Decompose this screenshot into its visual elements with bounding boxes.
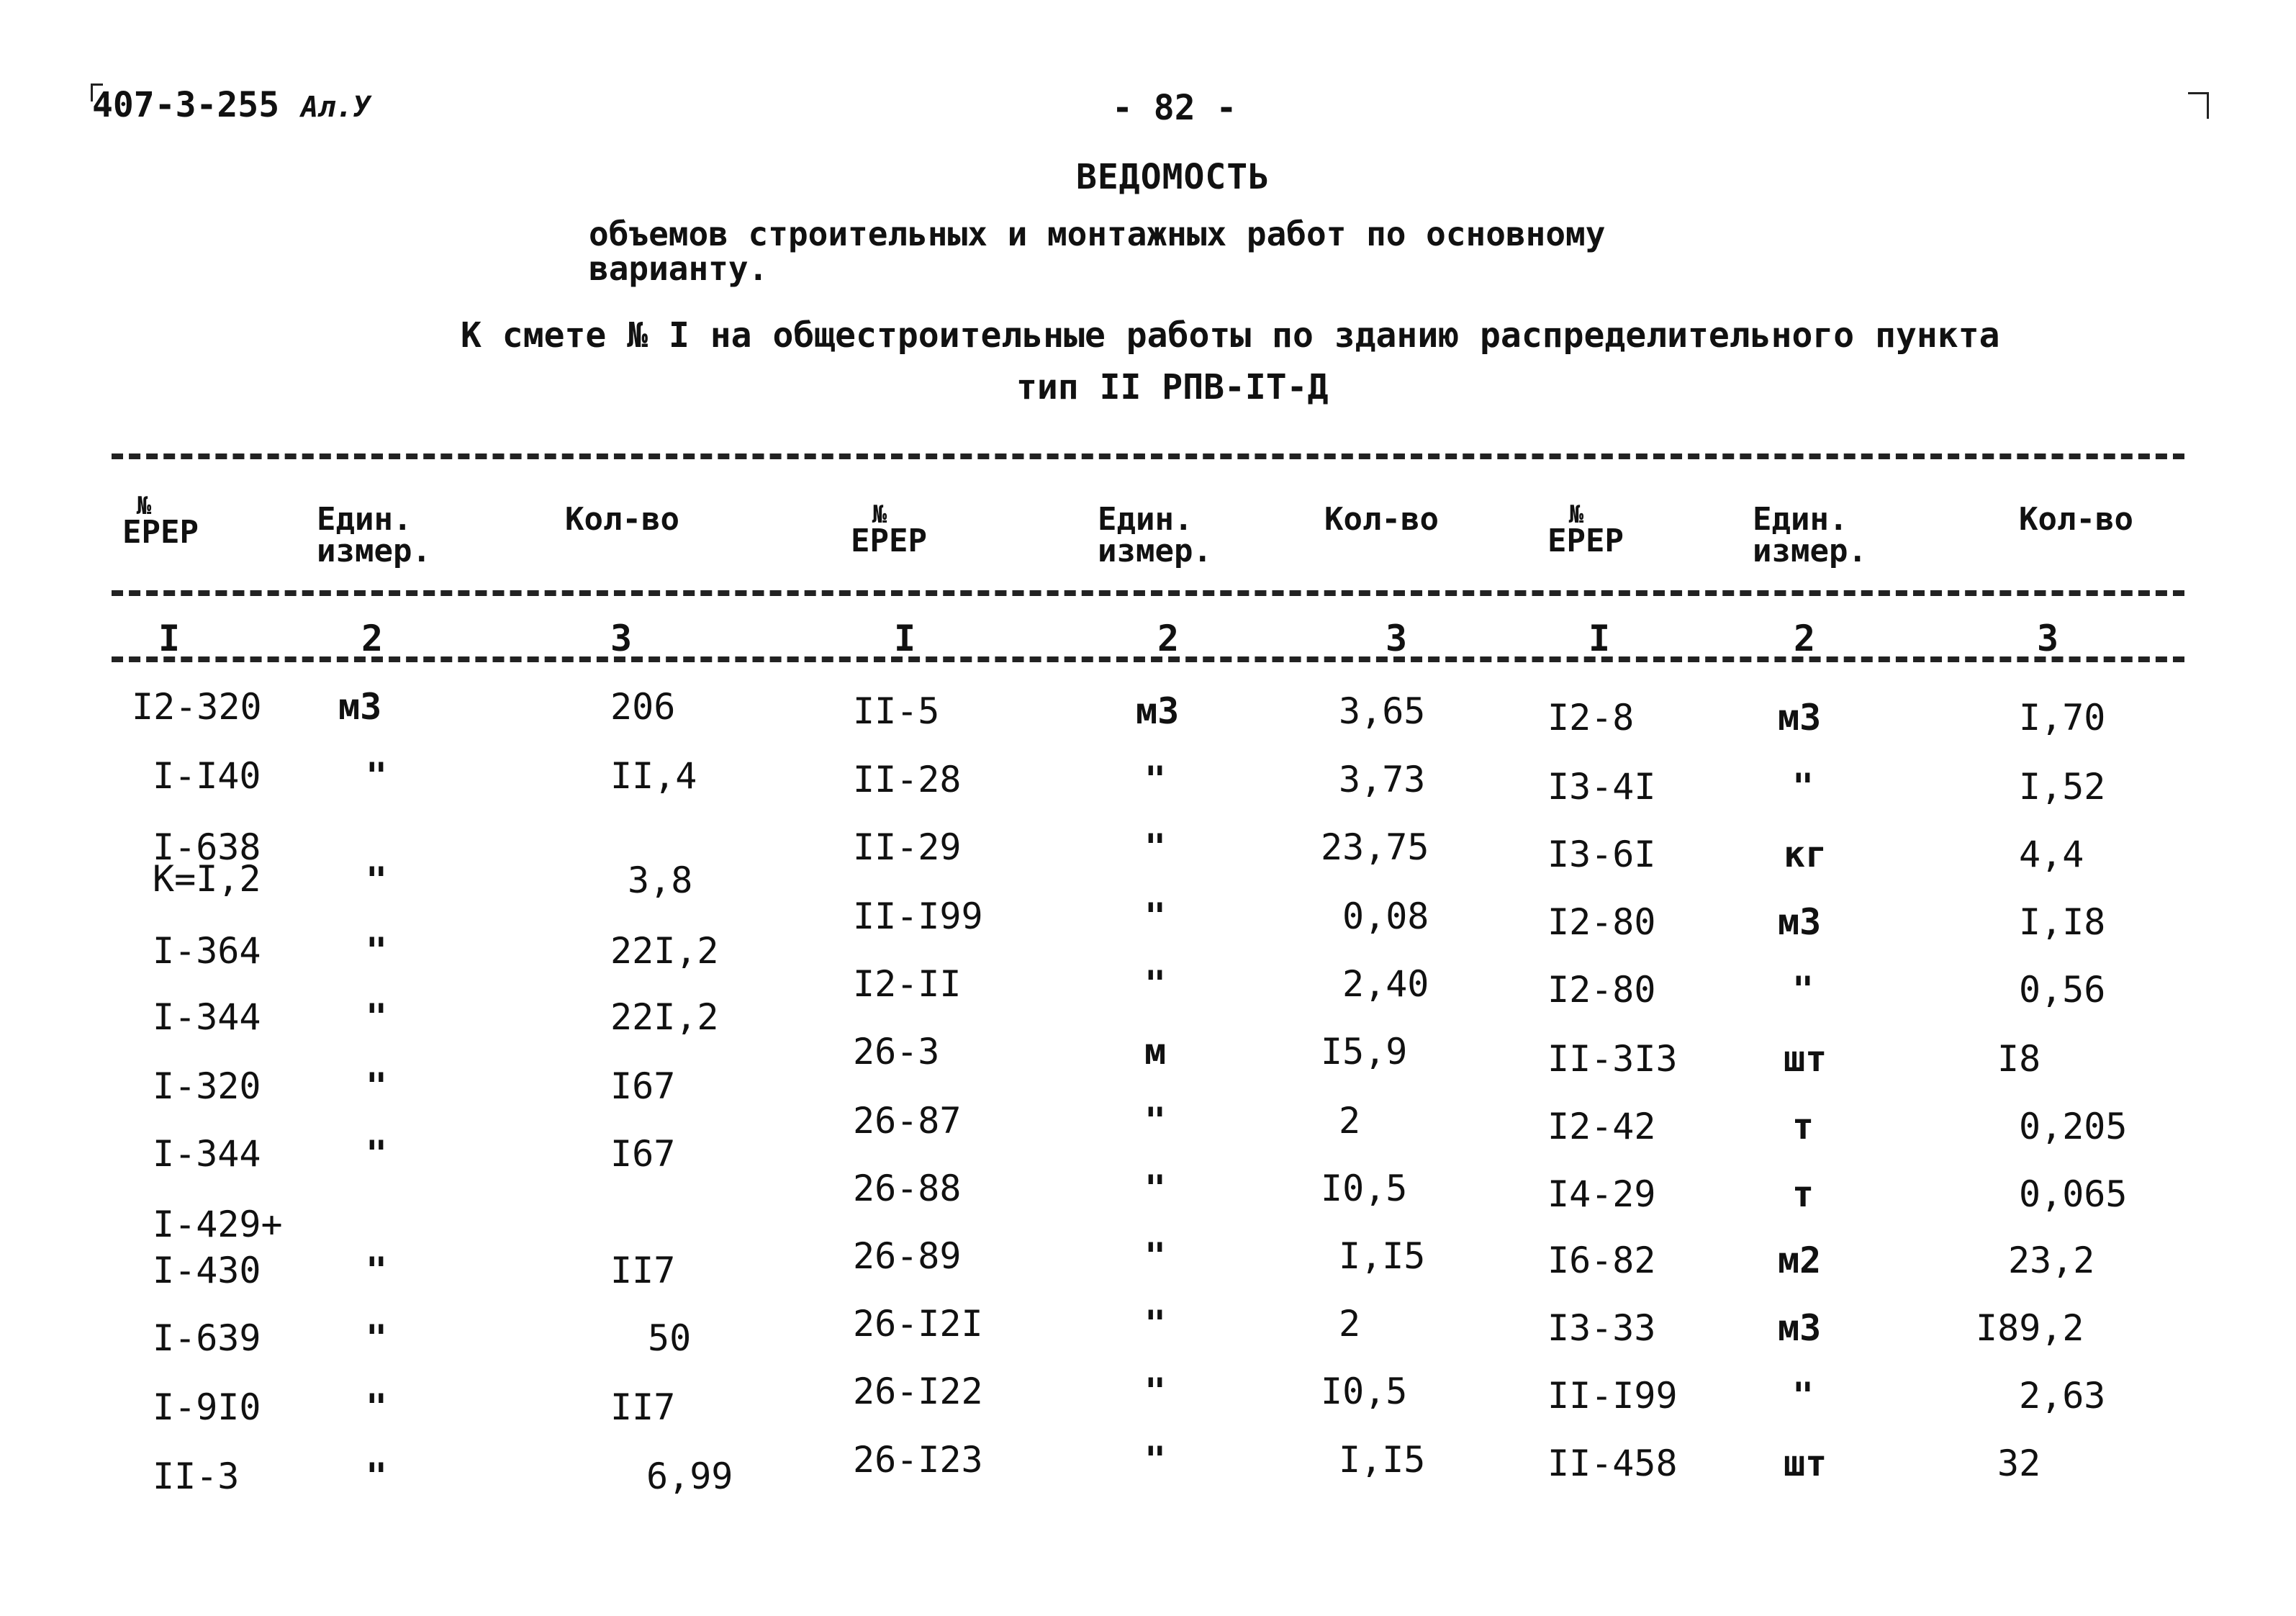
table-cell-unit: " xyxy=(1144,826,1167,868)
table-cell-code: I2-II xyxy=(853,963,962,1005)
table-cell-unit: " xyxy=(1144,895,1167,937)
table-cell-unit: " xyxy=(1144,1439,1167,1481)
table-cell-code: I6-82 xyxy=(1547,1240,1656,1281)
table-cell-qty: I67 xyxy=(610,1133,676,1175)
table-cell-code-continuation: К=I,2 xyxy=(153,858,261,900)
table-cell-code: I3-4I xyxy=(1547,766,1656,808)
table-cell-code: I-638 xyxy=(153,826,261,868)
table-cell-code: 26-I2I xyxy=(853,1303,983,1345)
table-cell-unit: м3 xyxy=(338,686,382,728)
table-cell-unit: " xyxy=(366,1065,388,1107)
document-code xyxy=(92,85,370,125)
column-number: 3 xyxy=(1386,618,1408,659)
table-header-rule xyxy=(112,590,2184,596)
header-erer-label: ЕРЕР xyxy=(1547,523,1624,559)
table-cell-qty: 23,75 xyxy=(1321,826,1429,868)
table-cell-code: I-429+ xyxy=(153,1204,283,1245)
header-erer-label: ЕРЕР xyxy=(851,523,927,559)
table-cell-unit: " xyxy=(1144,1100,1167,1142)
table-cell-unit: " xyxy=(1144,1168,1167,1209)
column-number: I xyxy=(894,618,916,659)
document-code-number: 407-3-255 xyxy=(92,85,280,125)
table-cell-code: I2-8 xyxy=(1547,697,1635,739)
no-sign: № xyxy=(872,500,887,529)
table-cell-code: II-3 xyxy=(153,1455,240,1497)
table-cell-unit: " xyxy=(1144,1235,1167,1277)
no-sign: № xyxy=(136,492,152,520)
table-cell-unit: " xyxy=(1792,969,1814,1011)
table-cell-qty: I,52 xyxy=(2019,766,2106,808)
table-cell-code: I2-42 xyxy=(1547,1106,1656,1147)
table-cell-qty: I,I8 xyxy=(2019,901,2106,943)
subtitle-line-1: объемов строительных и монтажных работ по основному xyxy=(589,215,1606,253)
table-cell-unit: м3 xyxy=(1136,690,1180,732)
table-cell-code: I2-80 xyxy=(1547,969,1656,1011)
table-cell-code: 26-I23 xyxy=(853,1439,983,1481)
table-cell-qty: II7 xyxy=(610,1386,676,1428)
header-unit-line1: Един. xyxy=(1753,501,1848,538)
no-sign: № xyxy=(1568,500,1584,529)
header-unit-1 xyxy=(317,501,431,569)
column-number: 3 xyxy=(2037,618,2059,659)
header-unit-3 xyxy=(1753,501,1867,569)
table-cell-code: I2-320 xyxy=(132,686,262,728)
table-cell-code: I3-33 xyxy=(1547,1307,1656,1349)
table-cell-unit: шт xyxy=(1784,1038,1827,1080)
estimate-line: К смете № I на общестроительные работы по зданию распределительного пункта xyxy=(461,315,2000,356)
table-cell-code: I-344 xyxy=(153,1133,261,1175)
table-cell-code: II-I99 xyxy=(1547,1375,1678,1417)
column-number: I xyxy=(1588,618,1611,659)
table-cell-code: 26-87 xyxy=(853,1100,962,1142)
table-cell-qty: 0,56 xyxy=(2019,969,2106,1011)
table-cell-code: I-I40 xyxy=(153,755,261,797)
table-cell-qty: 32 xyxy=(1997,1443,2041,1484)
table-cell-code: I-364 xyxy=(153,930,261,972)
table-cell-code: II-5 xyxy=(853,690,940,732)
table-cell-qty: II,4 xyxy=(610,755,697,797)
table-cell-qty: I89,2 xyxy=(1976,1307,2084,1349)
column-number: 2 xyxy=(361,618,384,659)
table-cell-qty: 2,63 xyxy=(2019,1375,2106,1417)
table-cell-qty: I,I5 xyxy=(1339,1439,1426,1481)
table-cell-unit: " xyxy=(366,1386,388,1428)
table-cell-unit: м3 xyxy=(1778,697,1822,739)
table-cell-qty: 23,2 xyxy=(2008,1240,2095,1281)
table-cell-qty: I,I5 xyxy=(1339,1235,1426,1277)
column-number: 2 xyxy=(1794,618,1816,659)
table-cell-unit: " xyxy=(366,930,388,972)
header-unit-line2: измер. xyxy=(317,533,431,569)
table-cell-code-continuation: I-430 xyxy=(153,1250,261,1291)
table-cell-unit: " xyxy=(1144,759,1167,800)
header-qty-1: Кол-во xyxy=(565,501,679,538)
document-code-suffix: Ал.У xyxy=(301,91,371,124)
table-cell-qty: 2 xyxy=(1339,1303,1361,1345)
header-erer-3 xyxy=(1547,500,1624,559)
table-cell-qty: II7 xyxy=(610,1250,676,1291)
table-cell-qty: I,70 xyxy=(2019,697,2106,739)
table-cell-code: II-29 xyxy=(853,826,962,868)
table-cell-qty: 3,73 xyxy=(1339,759,1426,800)
table-cell-unit: " xyxy=(1792,1375,1814,1417)
table-cell-unit: шт xyxy=(1784,1443,1827,1484)
table-cell-unit: " xyxy=(366,1317,388,1359)
table-cell-unit: т xyxy=(1792,1173,1814,1215)
table-cell-unit: м xyxy=(1144,1031,1167,1073)
header-qty-2: Кол-во xyxy=(1324,501,1439,538)
table-cell-qty: 4,4 xyxy=(2019,834,2084,875)
column-number: 3 xyxy=(610,618,633,659)
table-cell-unit: т xyxy=(1792,1106,1814,1147)
table-cell-unit: " xyxy=(366,755,388,797)
table-cell-code: I3-6I xyxy=(1547,834,1656,875)
type-line: тип II РПВ-IТ-Д xyxy=(1016,367,1329,407)
table-cell-qty: I67 xyxy=(610,1065,676,1107)
table-cell-qty: I8 xyxy=(1997,1038,2041,1080)
table-cell-unit: " xyxy=(1144,1303,1167,1345)
table-cell-unit: " xyxy=(366,996,388,1038)
table-cell-code: I-344 xyxy=(153,996,261,1038)
header-unit-line1: Един. xyxy=(1098,501,1193,538)
table-cell-code: I2-80 xyxy=(1547,901,1656,943)
table-cell-qty: I5,9 xyxy=(1321,1031,1408,1073)
column-number: 2 xyxy=(1157,618,1180,659)
table-cell-unit: " xyxy=(1144,1371,1167,1412)
subtitle-line-2: варианту. xyxy=(589,249,769,288)
table-cell-code: I-320 xyxy=(153,1065,261,1107)
table-cell-unit: " xyxy=(1144,963,1167,1005)
column-number-rule xyxy=(112,656,2184,662)
column-number: I xyxy=(158,618,181,659)
table-cell-unit: " xyxy=(366,1455,388,1497)
header-erer-2 xyxy=(851,500,927,559)
table-cell-code: II-3I3 xyxy=(1547,1038,1678,1080)
header-erer-label: ЕРЕР xyxy=(122,514,199,551)
table-cell-code: I-9I0 xyxy=(153,1386,261,1428)
table-cell-code: 26-89 xyxy=(853,1235,962,1277)
header-unit-line1: Един. xyxy=(317,501,412,538)
table-cell-code: II-I99 xyxy=(853,895,983,937)
table-cell-qty: 2,40 xyxy=(1342,963,1429,1005)
document-title: ВЕДОМОСТЬ xyxy=(1076,157,1270,197)
header-qty-3: Кол-во xyxy=(2019,501,2133,538)
header-unit-2 xyxy=(1098,501,1212,569)
header-unit-line2: измер. xyxy=(1753,533,1867,569)
page-number: - 82 - xyxy=(1112,88,1237,128)
table-cell-code: I4-29 xyxy=(1547,1173,1656,1215)
table-cell-code: 26-3 xyxy=(853,1031,940,1073)
table-cell-qty: I0,5 xyxy=(1321,1168,1408,1209)
table-cell-unit: " xyxy=(366,1250,388,1291)
table-cell-code: II-458 xyxy=(1547,1443,1678,1484)
table-cell-unit: м2 xyxy=(1778,1240,1822,1281)
table-cell-unit: м3 xyxy=(1778,1307,1822,1349)
table-cell-unit: " xyxy=(366,1133,388,1175)
table-cell-qty: 2 xyxy=(1339,1100,1361,1142)
table-cell-qty: 50 xyxy=(648,1317,692,1359)
table-cell-qty: 0,08 xyxy=(1342,895,1429,937)
table-top-rule xyxy=(112,453,2184,459)
table-cell-unit: м3 xyxy=(1778,901,1822,943)
table-cell-qty: 3,8 xyxy=(628,859,693,901)
table-cell-qty: 3,65 xyxy=(1339,690,1426,732)
table-cell-qty: 6,99 xyxy=(646,1455,733,1497)
table-cell-qty: 22I,2 xyxy=(610,930,719,972)
table-cell-unit: кг xyxy=(1784,834,1827,875)
table-cell-qty: 206 xyxy=(610,686,676,728)
table-cell-qty: 0,205 xyxy=(2019,1106,2128,1147)
corner-mark-right xyxy=(2188,92,2209,119)
table-cell-unit: " xyxy=(1792,766,1814,808)
table-cell-code: I-639 xyxy=(153,1317,261,1359)
table-cell-qty: 22I,2 xyxy=(610,996,719,1038)
table-cell-qty: I0,5 xyxy=(1321,1371,1408,1412)
header-erer-1 xyxy=(122,492,199,551)
table-cell-code: 26-I22 xyxy=(853,1371,983,1412)
table-cell-code: II-28 xyxy=(853,759,962,800)
table-cell-qty: 0,065 xyxy=(2019,1173,2128,1215)
table-cell-code: 26-88 xyxy=(853,1168,962,1209)
header-unit-line2: измер. xyxy=(1098,533,1212,569)
table-cell-unit: " xyxy=(366,859,388,901)
